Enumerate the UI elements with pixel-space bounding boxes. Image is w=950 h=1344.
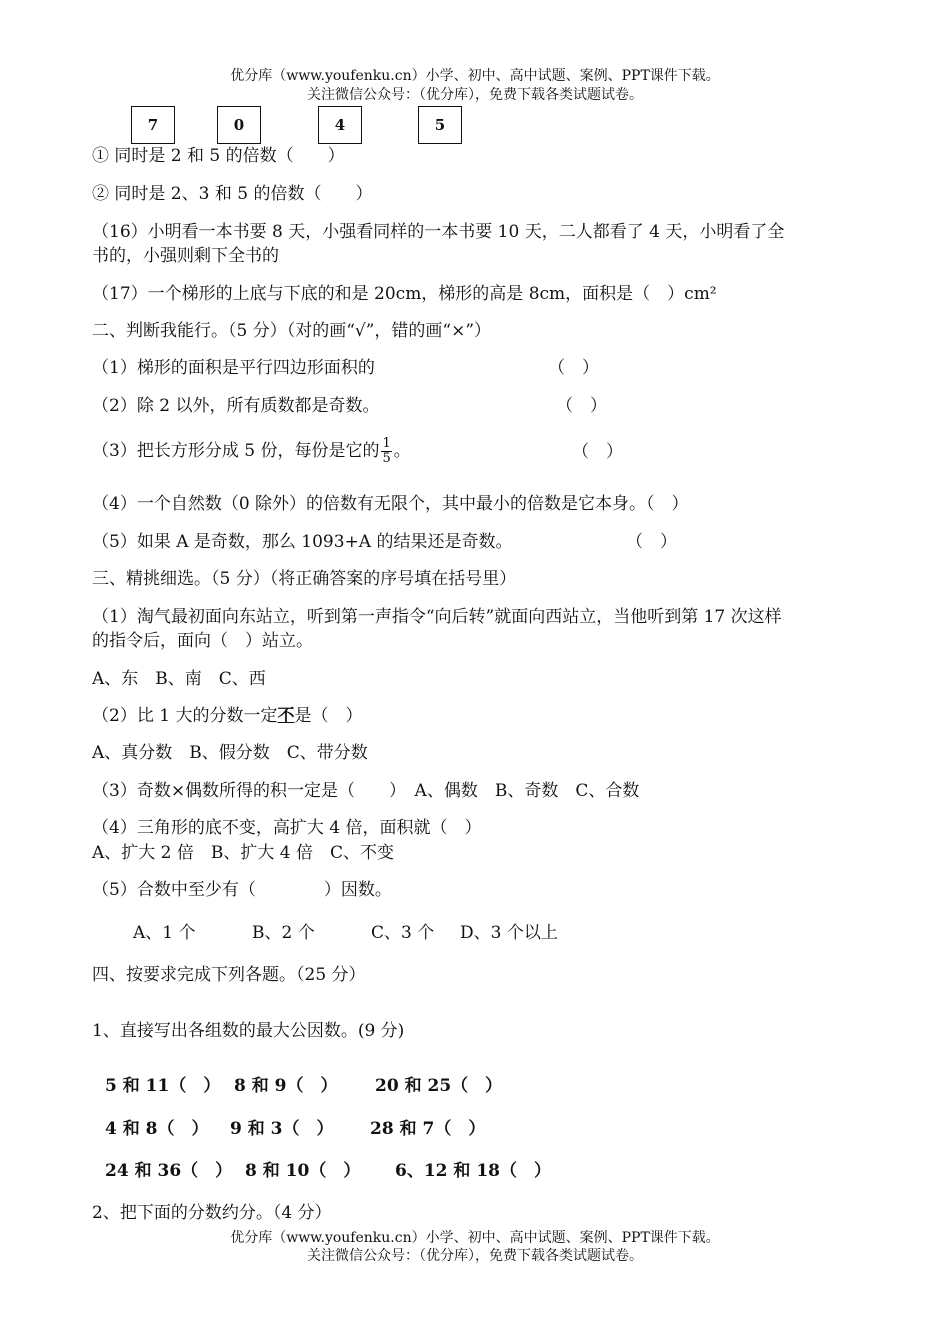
s3-q5-option-b: B、2 个: [252, 923, 315, 943]
header-line-1: 优分库（www.youfenku.cn）小学、初中、高中试题、案例、PPT课件下载。: [230, 68, 720, 84]
gcd-cell: 6、12 和 18（ ）: [395, 1161, 551, 1181]
s2-item-3-answer: （ ）: [572, 442, 623, 462]
s2-item-1: （1）梯形的面积是平行四边形面积的: [92, 358, 375, 378]
header-line-2: 关注微信公众号：（优分库），免费下载各类试题试卷。: [307, 87, 643, 103]
gcd-cell: 4 和 8（ ）: [105, 1119, 209, 1139]
footer-line-2: 关注微信公众号：（优分库），免费下载各类试题试卷。: [307, 1248, 643, 1264]
fraction-denominator: 5: [382, 451, 391, 466]
gcd-cell: 9 和 3（ ）: [230, 1119, 334, 1139]
fraction-numerator: 1: [382, 436, 391, 451]
gcd-cell: 28 和 7（ ）: [370, 1119, 486, 1139]
q16-line-1: （16）小明看一本书要 8 天，小强看同样的一本书要 10 天，二人都看了 4 天，小明看了全: [92, 222, 785, 242]
section3-title: 三、精挑细选。（5 分）（将正确答案的序号填在括号里）: [92, 569, 517, 589]
s3-q5-option-c: C、3 个: [371, 923, 435, 943]
s2-item-3: [92, 434, 411, 468]
q17: （17）一个梯形的上底与下底的和是 20cm，梯形的高是 8cm，面积是（ ）cm²: [92, 284, 717, 304]
s3-q2-end: 是（ ）: [294, 706, 363, 726]
s2-item-2-answer: （ ）: [556, 396, 607, 416]
s4-sub2-title: 2、把下面的分数约分。（4 分）: [92, 1203, 332, 1223]
s3-q2-emphasis: 不: [277, 706, 295, 726]
gcd-cell: 24 和 36（ ）: [105, 1161, 233, 1181]
section2-title: 二、判断我能行。（5 分）（对的画“√”，错的画“×”）: [92, 321, 492, 341]
s3-q3: （3）奇数×偶数所得的积一定是（ ） A、偶数 B、奇数 C、合数: [92, 781, 640, 801]
gcd-cell: 20 和 25（ ）: [375, 1076, 503, 1096]
digit-card-0: 0: [217, 106, 261, 144]
q15-part-a: ① 同时是 2 和 5 的倍数（ ）: [92, 146, 345, 166]
gcd-cell: 8 和 10（ ）: [245, 1161, 361, 1181]
s2-item-2: （2）除 2 以外，所有质数都是奇数。: [92, 396, 380, 416]
section4-title: 四、按要求完成下列各题。（25 分）: [92, 965, 366, 985]
s3-q2-text: （2）比 1 大的分数一定: [92, 706, 278, 726]
s4-sub1-title: 1、直接写出各组数的最大公因数。(9 分): [92, 1021, 405, 1041]
s3-q1-line-1: （1）淘气最初面向东站立，听到第一声指令“向后转”就面向西站立，当他听到第 17 次这样: [92, 607, 782, 627]
s2-item-1-answer: （ ）: [548, 358, 599, 378]
s3-q2-options: A、真分数 B、假分数 C、带分数: [92, 743, 368, 763]
q15-part-b: ② 同时是 2、3 和 5 的倍数（ ）: [92, 184, 373, 204]
q16-line-2: 书的，小强则剩下全书的: [92, 246, 279, 266]
s3-q5-option-d: D、3 个以上: [460, 923, 558, 943]
s2-item-3-end: 。: [393, 441, 411, 461]
s3-q4: （4）三角形的底不变，高扩大 4 倍，面积就（ ）: [92, 818, 482, 838]
footer-line-1: 优分库（www.youfenku.cn）小学、初中、高中试题、案例、PPT课件下载。: [230, 1230, 720, 1246]
s3-q4-options: A、扩大 2 倍 B、扩大 4 倍 C、不变: [92, 843, 395, 863]
s3-q1-line-2: 的指令后，面向（ ）站立。: [92, 631, 313, 651]
s3-q5: （5）合数中至少有（ ）因数。: [92, 880, 392, 900]
s2-item-3-text: （3）把长方形分成 5 份，每份是它的: [92, 441, 380, 461]
s2-item-5-answer: （ ）: [626, 532, 677, 552]
gcd-cell: 5 和 11（ ）: [105, 1076, 221, 1096]
s3-q5-option-a: A、1 个: [133, 923, 196, 943]
fraction-one-fifth: [381, 437, 391, 466]
digit-card-5: 5: [418, 106, 462, 144]
s2-item-5: （5）如果 A 是奇数，那么 1093+A 的结果还是奇数。: [92, 532, 513, 552]
digit-card-7: 7: [131, 106, 175, 144]
s3-q1-options: A、东 B、南 C、西: [92, 669, 266, 689]
s2-item-4: （4）一个自然数（0 除外）的倍数有无限个，其中最小的倍数是它本身。（ ）: [92, 494, 689, 514]
gcd-cell: 8 和 9（ ）: [234, 1076, 338, 1096]
s3-q2: [92, 705, 362, 727]
digit-card-4: 4: [318, 106, 362, 144]
